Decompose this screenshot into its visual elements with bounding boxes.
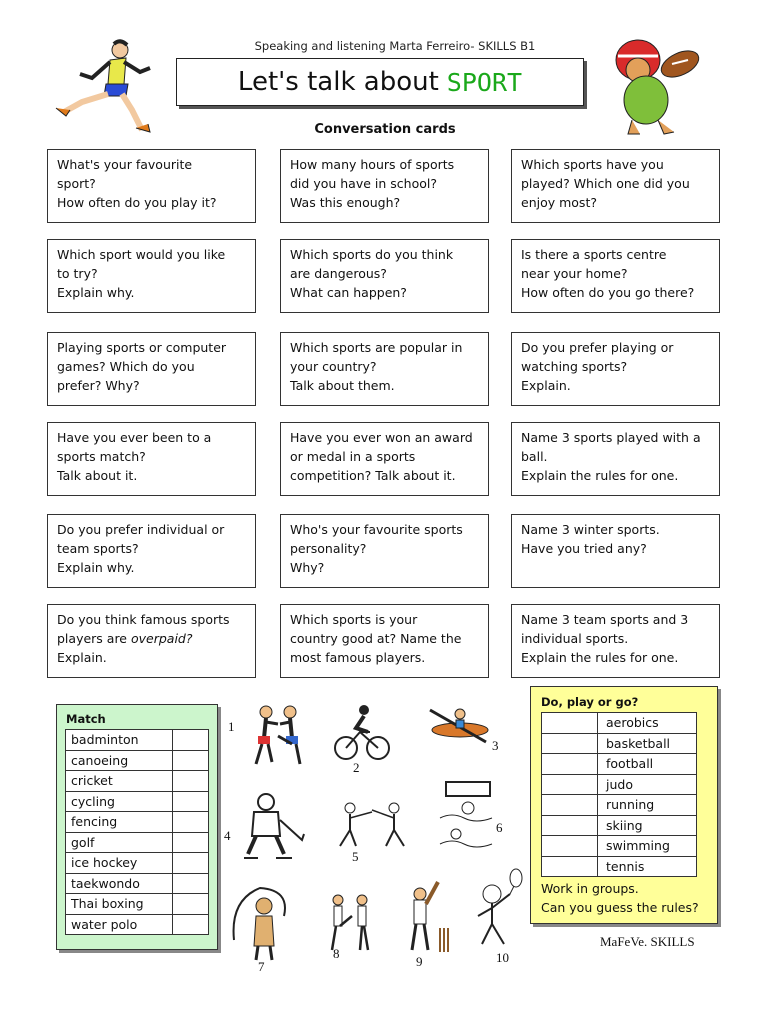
do-play-go-row xyxy=(542,713,697,734)
do-play-go-answer-cell[interactable] xyxy=(542,815,598,836)
do-play-go-activity: skiing xyxy=(598,815,697,836)
do-play-go-row xyxy=(542,856,697,877)
match-row xyxy=(66,832,209,853)
runner-illustration xyxy=(52,38,158,136)
match-answer-cell[interactable] xyxy=(173,914,209,935)
picture-number-7: 7 xyxy=(258,959,265,974)
match-sport-name: Thai boxing xyxy=(66,894,173,915)
match-sport-name: taekwondo xyxy=(66,873,173,894)
match-answer-cell[interactable] xyxy=(173,812,209,833)
match-answer-cell[interactable] xyxy=(173,750,209,771)
match-answer-cell[interactable] xyxy=(173,853,209,874)
match-sport-name: badminton xyxy=(66,730,173,751)
conversation-card: What's your favourite sport? How often do you play it? xyxy=(47,149,256,223)
ice-hockey-picture xyxy=(236,790,306,862)
do-play-go-table xyxy=(541,712,697,877)
picture-number-4: 4 xyxy=(224,828,231,843)
match-row xyxy=(66,914,209,935)
conversation-card: Who's your favourite sports personality? Why? xyxy=(280,514,489,588)
do-play-go-row xyxy=(542,836,697,857)
match-row xyxy=(66,771,209,792)
picture-number-10: 10 xyxy=(496,950,509,965)
do-play-go-activity: judo xyxy=(598,774,697,795)
do-play-go-row xyxy=(542,774,697,795)
match-title: Match xyxy=(66,712,106,726)
conversation-card: Which sports do you think are dangerous? What can happen? xyxy=(280,239,489,313)
canoeing-picture xyxy=(426,702,490,748)
match-row xyxy=(66,853,209,874)
thai-boxing-picture xyxy=(248,702,308,766)
picture-number-8: 8 xyxy=(333,946,340,961)
match-answer-cell[interactable] xyxy=(173,771,209,792)
conversation-card: Do you prefer playing or watching sports? Explain. xyxy=(511,332,720,406)
match-row xyxy=(66,873,209,894)
match-sport-name: ice hockey xyxy=(66,853,173,874)
conversation-card: Which sport would you like to try? Explain why. xyxy=(47,239,256,313)
picture-number-6: 6 xyxy=(496,820,503,835)
do-play-go-answer-cell[interactable] xyxy=(542,733,598,754)
do-play-go-row xyxy=(542,754,697,775)
do-play-go-title: Do, play or go? xyxy=(541,695,639,709)
conversation-card: Playing sports or computer games? Which do you prefer? Why? xyxy=(47,332,256,406)
picture-number-5: 5 xyxy=(352,849,359,864)
match-row xyxy=(66,750,209,771)
conversation-card: Name 3 winter sports. Have you tried any? xyxy=(511,514,720,588)
football-mascot-illustration xyxy=(606,34,704,138)
conversation-card: Name 3 sports played with a ball. Explain the rules for one. xyxy=(511,422,720,496)
do-play-go-answer-cell[interactable] xyxy=(542,754,598,775)
fencing-picture xyxy=(332,798,412,850)
badminton-picture xyxy=(470,864,530,948)
match-answer-cell[interactable] xyxy=(173,832,209,853)
do-play-go-activity: tennis xyxy=(598,856,697,877)
title-box xyxy=(176,58,584,106)
match-table xyxy=(65,729,209,935)
do-play-go-note xyxy=(541,879,699,917)
conversation-card: Which sports are popular in your country? Talk about them. xyxy=(280,332,489,406)
conversation-card: Name 3 team sports and 3 individual sports. Explain the rules for one. xyxy=(511,604,720,678)
match-sport-name: canoeing xyxy=(66,750,173,771)
do-play-go-answer-cell[interactable] xyxy=(542,856,598,877)
conversation-card: Is there a sports centre near your home? How often do you go there? xyxy=(511,239,720,313)
match-answer-cell[interactable] xyxy=(173,730,209,751)
do-play-go-row xyxy=(542,795,697,816)
do-play-go-answer-cell[interactable] xyxy=(542,836,598,857)
match-row xyxy=(66,730,209,751)
match-row xyxy=(66,791,209,812)
match-row xyxy=(66,894,209,915)
conversation-card: Which sports have you played? Which one did you enjoy most? xyxy=(511,149,720,223)
page-subtitle: Speaking and listening Marta Ferreiro- SKILLS B1 xyxy=(254,39,536,53)
golf-picture xyxy=(224,880,296,962)
do-play-go-activity: swimming xyxy=(598,836,697,857)
conversation-card: How many hours of sports did you have in school? Was this enough? xyxy=(280,149,489,223)
do-play-go-answer-cell[interactable] xyxy=(542,713,598,734)
picture-number-2: 2 xyxy=(353,760,360,775)
footer-credit: MaFeVe. SKILLS xyxy=(600,934,695,949)
conversation-card: Do you prefer individual or team sports? Explain why. xyxy=(47,514,256,588)
match-answer-cell[interactable] xyxy=(173,791,209,812)
title-sport-word: SPORT xyxy=(446,67,523,97)
conversation-card: Which sports is your country good at? Name the most famous players. xyxy=(280,604,489,678)
do-play-go-box xyxy=(530,686,718,924)
match-answer-cell[interactable] xyxy=(173,894,209,915)
match-sport-name: fencing xyxy=(66,812,173,833)
match-sport-name: golf xyxy=(66,832,173,853)
cricket-picture xyxy=(402,880,456,954)
match-sport-name: cycling xyxy=(66,791,173,812)
do-play-go-row xyxy=(542,815,697,836)
conversation-card: Have you ever won an award or medal in a sports competition? Talk about it. xyxy=(280,422,489,496)
picture-number-9: 9 xyxy=(416,954,423,969)
match-box xyxy=(56,704,218,950)
do-play-go-activity: football xyxy=(598,754,697,775)
do-play-go-answer-cell[interactable] xyxy=(542,795,598,816)
note-line-2: Can you guess the rules? xyxy=(541,900,699,915)
match-sport-name: cricket xyxy=(66,771,173,792)
conversation-card: Do you think famous sports players are overpaid? Explain. xyxy=(47,604,256,678)
do-play-go-activity: running xyxy=(598,795,697,816)
picture-number-1: 1 xyxy=(228,719,235,734)
do-play-go-activity: aerobics xyxy=(598,713,697,734)
do-play-go-row xyxy=(542,733,697,754)
match-sport-name: water polo xyxy=(66,914,173,935)
title-prefix: Let's talk about xyxy=(237,67,439,97)
match-answer-cell[interactable] xyxy=(173,873,209,894)
section-title: Conversation cards xyxy=(314,122,456,137)
cycling-picture xyxy=(334,702,390,764)
match-row xyxy=(66,812,209,833)
do-play-go-activity: basketball xyxy=(598,733,697,754)
picture-number-3: 3 xyxy=(492,738,499,753)
conversation-card: Have you ever been to a sports match? Talk about it. xyxy=(47,422,256,496)
water-polo-picture xyxy=(436,778,500,850)
taekwondo-picture xyxy=(322,892,376,954)
note-line-1: Work in groups. xyxy=(541,881,639,896)
do-play-go-answer-cell[interactable] xyxy=(542,774,598,795)
